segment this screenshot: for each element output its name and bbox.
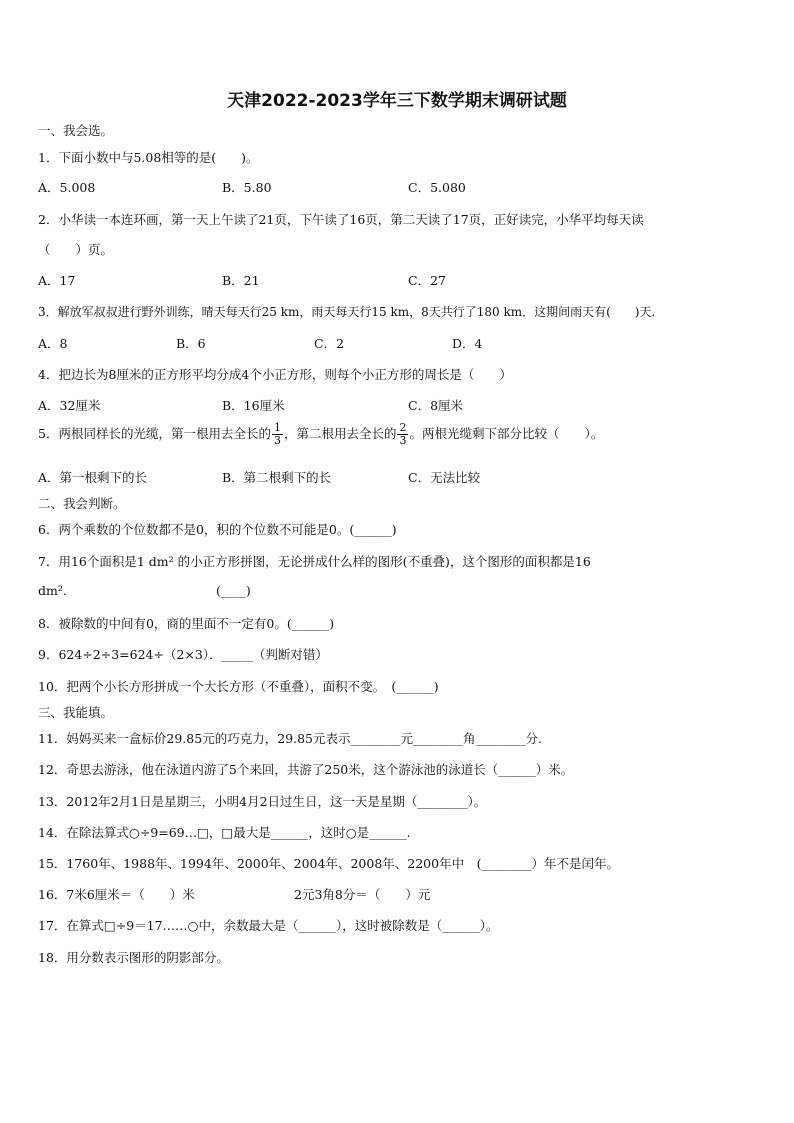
section-heading-fill: 三、我能填。 — [38, 705, 114, 720]
section-heading-choice: 一、我会选。 — [38, 123, 114, 138]
q1-option-a: A．5.008 — [38, 180, 96, 195]
fraction-two-thirds — [397, 422, 408, 447]
question-7-cont: dm². — [38, 583, 67, 598]
question-7-answer-blank: (____) — [216, 583, 251, 598]
q5-option-c: C．无法比较 — [408, 470, 481, 485]
question-3: 3．解放军叔叔进行野外训练，晴天每天行25 km，雨天每天行15 km，8天共行了180 km．这期间雨天有( )天. — [38, 305, 656, 319]
question-9: 9．624÷2÷3=624÷（2×3）．_____（判断对错） — [38, 647, 328, 662]
q3-option-d: D．4 — [452, 336, 483, 351]
question-4: 4．把边长为8厘米的正方形平均分成4个小正方形，则每个小正方形的周长是（ ） — [38, 367, 512, 382]
question-16-part-b: 2元3角8分＝（ ）元 — [294, 887, 431, 902]
question-17: 17．在算式□÷9＝17……○中，余数最大是（______），这时被除数是（______）。 — [38, 918, 499, 933]
question-5 — [38, 422, 603, 447]
q3-option-c: C．2 — [314, 336, 345, 351]
fraction-numerator: 1 — [273, 421, 281, 434]
q4-option-a: A．32厘米 — [38, 398, 101, 413]
fraction-numerator: 2 — [399, 421, 407, 434]
q4-option-c: C．8厘米 — [408, 398, 464, 413]
q5-option-b: B．第二根剩下的长 — [222, 470, 332, 485]
q1-option-b: B．5.80 — [222, 180, 272, 195]
fraction-denominator: 3 — [273, 434, 281, 447]
q2-option-a: A．17 — [38, 273, 76, 288]
question-8: 8．被除数的中间有0，商的里面不一定有0。(______) — [38, 616, 335, 631]
q5-option-a: A．第一根剩下的长 — [38, 470, 148, 485]
q3-option-b: B．6 — [176, 336, 206, 351]
question-12: 12．奇思去游泳，他在泳道内游了5个来回，共游了250米，这个游泳池的泳道长（______）米。 — [38, 762, 574, 777]
question-13: 13．2012年2月1日是星期三，小明4月2日过生日，这一天是星期（________）。 — [38, 794, 487, 809]
section-heading-judge: 二、我会判断。 — [38, 496, 126, 511]
question-10: 10．把两个小长方形拼成一个大长方形（不重叠），面积不变。 (______) — [38, 679, 439, 694]
question-16-part-a: 16．7米6厘米＝（ ）米 — [38, 887, 195, 902]
question-11: 11．妈妈买来一盒标价29.85元的巧克力，29.85元表示________元________角________分. — [38, 731, 542, 746]
q5-text-mid: ，第二根用去全长的 — [283, 426, 397, 441]
question-2: 2．小华读一本连环画，第一天上午读了21页，下午读了16页，第二天读了17页，正好读完，小华平均每天读 — [38, 212, 644, 227]
question-7: 7．用16个面积是1 dm² 的小正方形拼图，无论拼成什么样的图形(不重叠)，这个图形的面积都是16 — [38, 554, 591, 569]
question-2-cont: （ ）页。 — [38, 242, 114, 257]
q5-text-start: 5．两根同样长的光缆，第一根用去全长的 — [38, 426, 271, 441]
question-18: 18．用分数表示图形的阴影部分。 — [38, 950, 229, 965]
fraction-one-third — [272, 422, 283, 447]
q2-option-c: C．27 — [408, 273, 446, 288]
question-1: 1．下面小数中与5.08相等的是( )。 — [38, 150, 259, 165]
question-14: 14．在除法算式○÷9=69…□，□最大是______，这时○是______. — [38, 825, 411, 840]
q1-option-c: C．5.080 — [408, 180, 466, 195]
q3-option-a: A．8 — [38, 336, 68, 351]
q4-option-b: B．16厘米 — [222, 398, 285, 413]
q5-text-end: 。两根光缆剩下部分比较（ ）。 — [409, 426, 604, 441]
question-15: 15．1760年、1988年、1994年、2000年、2004年、2008年、2200年中 (________）年不是闰年。 — [38, 856, 619, 871]
q2-option-b: B．21 — [222, 273, 260, 288]
page-title: 天津2022-2023学年三下数学期末调研试题 — [227, 91, 567, 111]
question-6: 6．两个乘数的个位数都不是0，积的个位数不可能是0。(______) — [38, 522, 397, 537]
fraction-denominator: 3 — [399, 434, 407, 447]
